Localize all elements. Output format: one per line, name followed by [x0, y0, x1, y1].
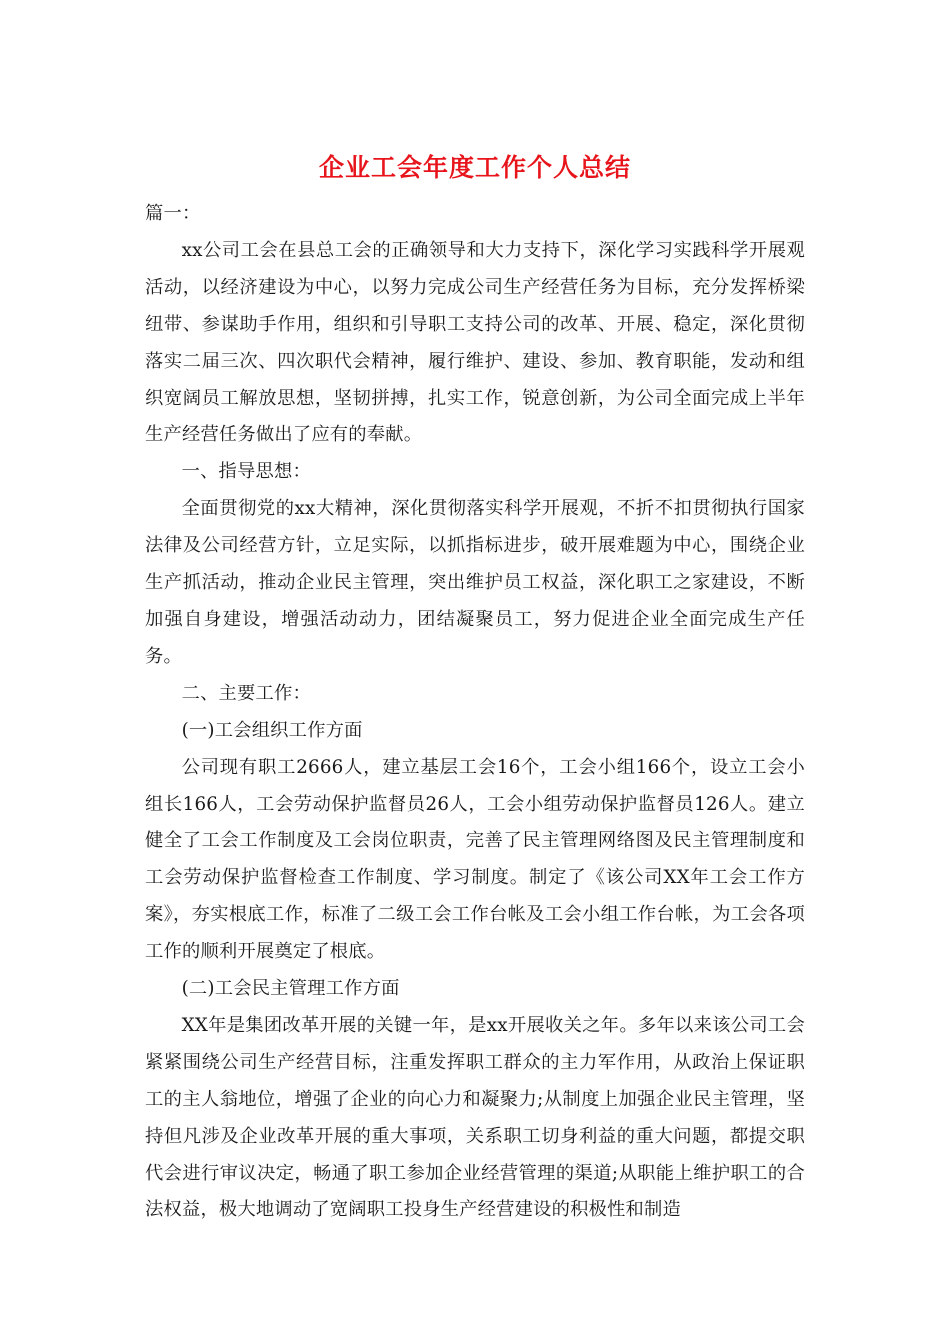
section-label: 篇一：	[145, 203, 201, 224]
body-paragraph: 全面贯彻党的xx大精神，深化贯彻落实科学开展观，不折不扣贯彻执行国家法律及公司经营方针，立足实际，以抓指标进步，破开展难题为中心，围绕企业生产抓活动，推动企业民主管理，突出维护员工权益，深化职工之家建设，不断加强自身建设，增强活动动力，团结凝聚员工，努力促进企业全面完成生产任务。	[145, 498, 805, 667]
subsection-heading: (一)工会组织工作方面	[181, 719, 363, 741]
document-body	[145, 196, 805, 1229]
subsection-heading: (二)工会民主管理工作方面	[181, 978, 400, 1000]
body-paragraph: xx公司工会在县总工会的正确领导和大力支持下，深化学习实践科学开展观活动，以经济建设为中心，以努力完成公司生产经营任务为目标，充分发挥桥梁纽带、参谋助手作用，组织和引导职工支持公司的改革、开展、稳定，深化贯彻落实二届三次、四次职代会精神，履行维护、建设、参加、教育职能，发动和组织宽阔员工解放思想，坚韧拼搏，扎实工作，锐意创新，为公司全面完成上半年生产经营任务做出了应有的奉献。	[145, 239, 805, 446]
document-title: 企业工会年度工作个人总结	[318, 153, 631, 182]
section-heading: 二、主要工作：	[181, 682, 311, 704]
body-paragraph: XX年是集团改革开展的关键一年，是xx开展收关之年。多年以来该公司工会紧紧围绕公司生产经营目标，注重发挥职工群众的主力军作用，从政治上保证职工的主人翁地位，增强了企业的向心力和凝聚力;从制度上加强企业民主管理，坚持但凡涉及企业改革开展的重大事项，关系职工切身利益的重大问题，都提交职代会进行审议决定，畅通了职工参加企业经营管理的渠道;从职能上维护职工的合法权益，极大地调动了宽阔职工投身生产经营建设的积极性和制造	[145, 1014, 805, 1221]
body-paragraph: 公司现有职工2666人，建立基层工会16个，工会小组166个，设立工会小组长166人，工会劳动保护监督员26人，工会小组劳动保护监督员126人。建立健全了工会工作制度及工会岗位职责，完善了民主管理网络图及民主管理制度和工会劳动保护监督检查工作制度、学习制度。制定了《该公司XX年工会工作方案》，夯实根底工作，标准了二级工会工作台帐及工会小组工作台帐，为工会各项工作的顺利开展奠定了根底。	[145, 756, 805, 963]
section-heading: 一、指导思想：	[181, 461, 311, 483]
